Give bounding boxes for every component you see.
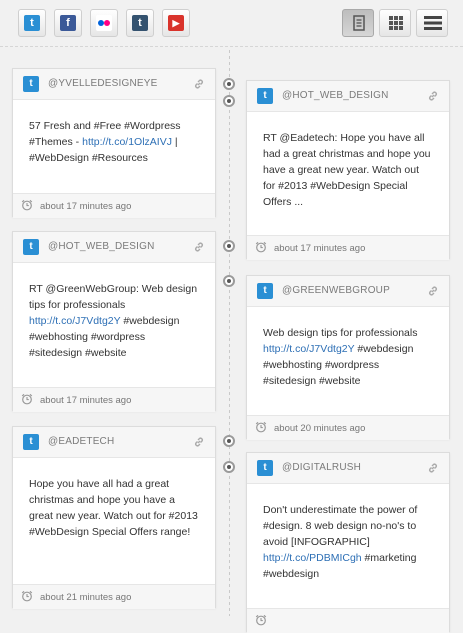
tweet-card [12, 426, 216, 608]
timeline-node [223, 275, 235, 287]
tweet-link[interactable]: http://t.co/J7Vdtg2Y [263, 343, 355, 355]
tweet-card-header [247, 276, 449, 307]
tweet-text: RT @Eadetech: Hope you have all had a great christmas and hope you have a great new year. Watch out for #2013 #WebDesign Special Offers ... [263, 132, 431, 208]
twitter-icon: t [23, 434, 39, 450]
tweet-timestamp: about 20 minutes ago [274, 423, 366, 434]
alarm-clock-icon [255, 421, 267, 433]
tweet-timestamp: about 17 minutes ago [40, 201, 132, 212]
tweet-card [246, 452, 450, 632]
toolbar-divider [0, 46, 463, 47]
twitter-icon: t [23, 76, 39, 92]
twitter-icon: t [257, 460, 273, 476]
tweet-text: Hope you have all had a great christmas and hope you have a great new year. Watch out for #2013 #WebDesign Special Offers range! [29, 478, 198, 538]
tweet-author-handle[interactable]: @YVELLEDESIGNEYE [48, 78, 158, 89]
tweet-card-header [247, 453, 449, 484]
grid-view-icon [388, 15, 404, 31]
twitter-icon: t [257, 88, 273, 104]
timeline-node [223, 95, 235, 107]
permalink-icon[interactable] [193, 78, 205, 90]
tweet-card [246, 275, 450, 439]
tweet-author-handle[interactable]: @HOT_WEB_DESIGN [48, 241, 155, 252]
youtube-icon: ▶ [168, 15, 184, 31]
twitter-filter-button[interactable] [18, 9, 46, 37]
alarm-clock-icon [255, 241, 267, 253]
permalink-icon[interactable] [193, 436, 205, 448]
tweet-card-footer [13, 387, 215, 412]
permalink-icon[interactable] [193, 241, 205, 253]
tweet-card [12, 231, 216, 411]
tweet-card-footer [247, 608, 449, 633]
tweet-timestamp: about 17 minutes ago [40, 395, 132, 406]
tweet-card-header [13, 69, 215, 100]
tweet-link[interactable]: http://t.co/PDBMICgh [263, 552, 362, 564]
timeline-node [223, 461, 235, 473]
tweet-author-handle[interactable]: @HOT_WEB_DESIGN [282, 90, 389, 101]
tweet-author-handle[interactable]: @EADETECH [48, 436, 115, 447]
tweet-card-footer [247, 235, 449, 260]
timeline-view-button[interactable] [342, 9, 374, 37]
tweet-author-handle[interactable]: @DIGITALRUSH [282, 462, 362, 473]
list-view-button[interactable] [416, 9, 448, 37]
permalink-icon[interactable] [427, 90, 439, 102]
tweet-card-footer [13, 193, 215, 218]
tweet-card-header [13, 427, 215, 458]
tumblr-icon: t [132, 15, 148, 31]
timeline-spine [229, 50, 230, 616]
tweet-link[interactable]: http://t.co/1OlzAIVJ [82, 136, 172, 148]
tweet-card [12, 68, 216, 217]
tweet-timestamp: about 17 minutes ago [274, 243, 366, 254]
tweet-card-header [13, 232, 215, 263]
permalink-icon[interactable] [427, 285, 439, 297]
twitter-icon: t [23, 239, 39, 255]
flickr-icon [96, 15, 112, 31]
twitter-icon: t [257, 283, 273, 299]
alarm-clock-icon [21, 393, 33, 405]
facebook-filter-button[interactable] [54, 9, 82, 37]
tweet-card-footer [13, 584, 215, 609]
youtube-filter-button[interactable] [162, 9, 190, 37]
grid-view-button[interactable] [379, 9, 411, 37]
tweet-card-footer [247, 415, 449, 440]
tweet-text: 57 Fresh and #Free #Wordpress #Themes - http://t.co/1OlzAIVJ | #WebDesign #Resources [29, 120, 181, 164]
tweet-text: RT @GreenWebGroup: Web design tips for professionals http://t.co/J7Vdtg2Y #webdesign #webhosting #wordpress #sitedesign #website [29, 283, 198, 359]
facebook-icon: f [60, 15, 76, 31]
tweet-text: Web design tips for professionals http://t.co/J7Vdtg2Y #webdesign #webhosting #wordpress #sitedesign #website [263, 327, 418, 387]
tweet-text: Don't underestimate the power of #design. 8 web design no-no's to avoid [INFOGRAPHIC] http://t.co/PDBMICgh #marketing #webdesign [263, 504, 418, 580]
alarm-clock-icon [21, 199, 33, 211]
list-view-icon [424, 15, 442, 31]
timeline-node [223, 78, 235, 90]
tweet-card [246, 80, 450, 259]
tweet-card-header [247, 81, 449, 112]
tweet-author-handle[interactable]: @GREENWEBGROUP [282, 285, 390, 296]
timeline-node [223, 435, 235, 447]
tweet-link[interactable]: http://t.co/J7Vdtg2Y [29, 315, 121, 327]
toolbar [0, 0, 463, 44]
timeline-view-icon [351, 15, 367, 31]
timeline-node [223, 240, 235, 252]
tweet-timestamp: about 21 minutes ago [40, 592, 132, 603]
alarm-clock-icon [21, 590, 33, 602]
flickr-filter-button[interactable] [90, 9, 118, 37]
tumblr-filter-button[interactable] [126, 9, 154, 37]
permalink-icon[interactable] [427, 462, 439, 474]
twitter-icon: t [24, 15, 40, 31]
